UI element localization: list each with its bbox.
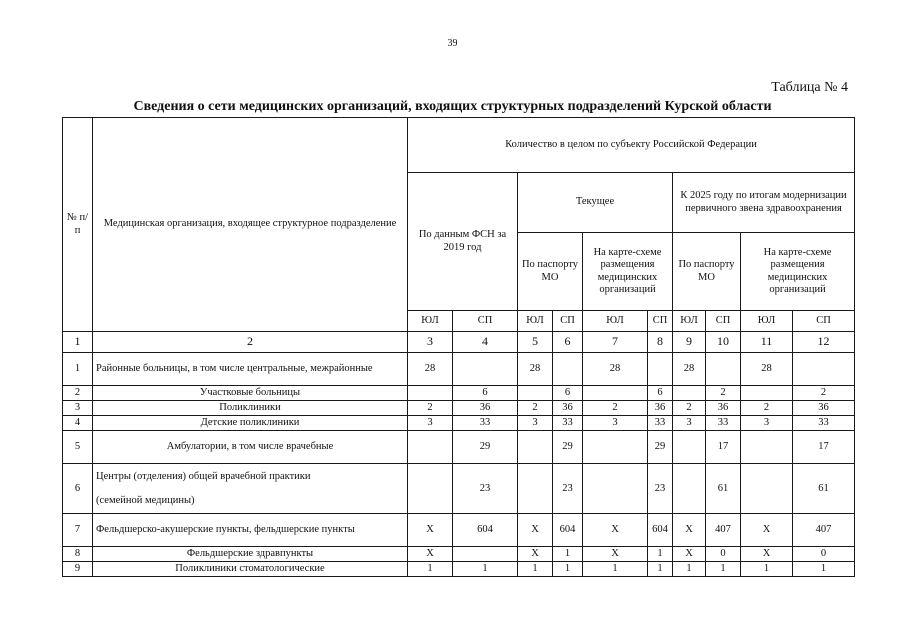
header-sp: СП <box>793 311 855 332</box>
value-cell: Х <box>741 514 793 547</box>
value-cell: 2 <box>793 386 855 401</box>
value-cell <box>453 353 518 386</box>
value-cell: 1 <box>453 562 518 577</box>
value-cell <box>648 353 673 386</box>
value-cell: 28 <box>673 353 706 386</box>
value-cell: 3 <box>673 416 706 431</box>
column-number: 4 <box>453 332 518 353</box>
value-cell: 1 <box>583 562 648 577</box>
organization-name: Амбулатории, в том числе врачебные <box>93 431 408 464</box>
value-cell: 2 <box>673 401 706 416</box>
value-cell: 1 <box>518 562 553 577</box>
value-cell: Х <box>673 547 706 562</box>
value-cell: 604 <box>553 514 583 547</box>
value-cell: 1 <box>553 547 583 562</box>
value-cell: 2 <box>408 401 453 416</box>
page-title: Сведения о сети медицинских организаций, входящих структурных подразделений Курской области <box>133 99 772 114</box>
column-number: 9 <box>673 332 706 353</box>
value-cell: 1 <box>741 562 793 577</box>
value-cell: 33 <box>648 416 673 431</box>
header-current-passport: По паспорту МО <box>518 233 583 311</box>
header-current: Текущее <box>518 173 673 233</box>
header-total: Количество в целом по субъекту Российской Федерации <box>408 118 855 173</box>
value-cell: 61 <box>706 464 741 514</box>
value-cell: 29 <box>648 431 673 464</box>
row-number: 9 <box>63 562 93 577</box>
value-cell: 2 <box>518 401 553 416</box>
table-row <box>63 562 855 577</box>
value-cell: 1 <box>553 562 583 577</box>
header-2025-map: На карте-схеме размещения медицинских организаций <box>741 233 855 311</box>
value-cell: 36 <box>706 401 741 416</box>
value-cell: 407 <box>706 514 741 547</box>
value-cell <box>793 353 855 386</box>
organization-name: Поликлиники <box>93 401 408 416</box>
value-cell: 23 <box>453 464 518 514</box>
header-yul: ЮЛ <box>583 311 648 332</box>
organization-name: Районные больницы, в том числе центральные, межрайонные <box>93 353 408 386</box>
header-2025-passport: По паспорту МО <box>673 233 741 311</box>
value-cell <box>673 431 706 464</box>
table-row <box>63 547 855 562</box>
row-number: 5 <box>63 431 93 464</box>
row-number: 2 <box>63 386 93 401</box>
value-cell: Х <box>673 514 706 547</box>
value-cell <box>518 386 553 401</box>
header-sp: СП <box>648 311 673 332</box>
header-num: № п/п <box>63 118 93 332</box>
value-cell: 407 <box>793 514 855 547</box>
header-2025: К 2025 году по итогам модернизации первичного звена здравоохранения <box>673 173 855 233</box>
value-cell <box>673 464 706 514</box>
organization-name: Фельдшерско-акушерские пункты, фельдшерские пункты <box>93 514 408 547</box>
header-sp: СП <box>706 311 741 332</box>
value-cell <box>583 386 648 401</box>
value-cell: Х <box>583 514 648 547</box>
value-cell: 33 <box>553 416 583 431</box>
column-number: 8 <box>648 332 673 353</box>
value-cell: 33 <box>453 416 518 431</box>
value-cell <box>741 464 793 514</box>
table-row <box>63 353 855 386</box>
value-cell: 33 <box>793 416 855 431</box>
column-number: 11 <box>741 332 793 353</box>
row-number: 3 <box>63 401 93 416</box>
organization-name: Поликлиники стоматологические <box>93 562 408 577</box>
header-current-map: На карте-схеме размещения медицинских организаций <box>583 233 673 311</box>
value-cell: 17 <box>706 431 741 464</box>
value-cell <box>583 464 648 514</box>
value-cell: 604 <box>648 514 673 547</box>
header-fsn-2019: По данным ФСН за 2019 год <box>408 173 518 311</box>
table-row <box>63 386 855 401</box>
header-sp: СП <box>453 311 518 332</box>
header-yul: ЮЛ <box>518 311 553 332</box>
value-cell: 3 <box>583 416 648 431</box>
value-cell: 0 <box>706 547 741 562</box>
value-cell: 28 <box>583 353 648 386</box>
organization-name: Участковые больницы <box>93 386 408 401</box>
column-number: 2 <box>93 332 408 353</box>
table-row <box>63 401 855 416</box>
value-cell <box>453 547 518 562</box>
value-cell: 3 <box>741 416 793 431</box>
value-cell: 36 <box>553 401 583 416</box>
value-cell: Х <box>408 547 453 562</box>
header-sp: СП <box>553 311 583 332</box>
value-cell: 2 <box>741 401 793 416</box>
column-number: 6 <box>553 332 583 353</box>
column-number: 3 <box>408 332 453 353</box>
value-cell <box>408 464 453 514</box>
value-cell: 604 <box>453 514 518 547</box>
table-row <box>63 514 855 547</box>
header-yul: ЮЛ <box>741 311 793 332</box>
value-cell: Х <box>583 547 648 562</box>
value-cell: 36 <box>453 401 518 416</box>
row-number: 6 <box>63 464 93 514</box>
page-number: 39 <box>447 38 458 49</box>
value-cell: 6 <box>648 386 673 401</box>
value-cell: 29 <box>453 431 518 464</box>
table-row <box>63 416 855 431</box>
value-cell: 23 <box>553 464 583 514</box>
value-cell: 1 <box>706 562 741 577</box>
value-cell: Х <box>408 514 453 547</box>
value-cell <box>741 431 793 464</box>
column-number: 1 <box>63 332 93 353</box>
value-cell: 1 <box>793 562 855 577</box>
value-cell: 3 <box>518 416 553 431</box>
value-cell: 28 <box>518 353 553 386</box>
value-cell: 1 <box>408 562 453 577</box>
value-cell <box>518 464 553 514</box>
value-cell: Х <box>741 547 793 562</box>
value-cell: 28 <box>408 353 453 386</box>
value-cell: 2 <box>706 386 741 401</box>
value-cell: 36 <box>793 401 855 416</box>
value-cell: 1 <box>648 562 673 577</box>
row-number: 1 <box>63 353 93 386</box>
value-cell <box>673 386 706 401</box>
row-number: 8 <box>63 547 93 562</box>
value-cell: 23 <box>648 464 673 514</box>
value-cell <box>553 353 583 386</box>
value-cell: 0 <box>793 547 855 562</box>
organization-name: Детские поликлиники <box>93 416 408 431</box>
header-yul: ЮЛ <box>408 311 453 332</box>
value-cell <box>408 386 453 401</box>
table-label: Таблица № 4 <box>771 80 848 95</box>
row-number: 7 <box>63 514 93 547</box>
value-cell: 1 <box>648 547 673 562</box>
table-row <box>63 464 855 514</box>
organization-name: Фельдшерские здравпункты <box>93 547 408 562</box>
value-cell <box>741 386 793 401</box>
value-cell: 17 <box>793 431 855 464</box>
value-cell: 36 <box>648 401 673 416</box>
value-cell: Х <box>518 547 553 562</box>
column-number: 10 <box>706 332 741 353</box>
header-organization: Медицинская организация, входящее структурное подразделение <box>93 118 408 332</box>
row-number: 4 <box>63 416 93 431</box>
value-cell <box>518 431 553 464</box>
value-cell: 33 <box>706 416 741 431</box>
organization-name <box>93 464 408 514</box>
organization-name-line: (семейной медицины) <box>96 494 195 506</box>
value-cell <box>706 353 741 386</box>
value-cell: Х <box>518 514 553 547</box>
column-number: 7 <box>583 332 648 353</box>
organization-name-line: Центры (отделения) общей врачебной практики <box>96 470 311 482</box>
header-yul: ЮЛ <box>673 311 706 332</box>
value-cell: 29 <box>553 431 583 464</box>
value-cell <box>583 431 648 464</box>
value-cell: 6 <box>453 386 518 401</box>
value-cell: 61 <box>793 464 855 514</box>
value-cell <box>408 431 453 464</box>
value-cell: 28 <box>741 353 793 386</box>
table-row <box>63 431 855 464</box>
column-number: 5 <box>518 332 553 353</box>
value-cell: 6 <box>553 386 583 401</box>
medical-organizations-table <box>62 117 855 577</box>
value-cell: 3 <box>408 416 453 431</box>
value-cell: 1 <box>673 562 706 577</box>
column-number: 12 <box>793 332 855 353</box>
value-cell: 2 <box>583 401 648 416</box>
